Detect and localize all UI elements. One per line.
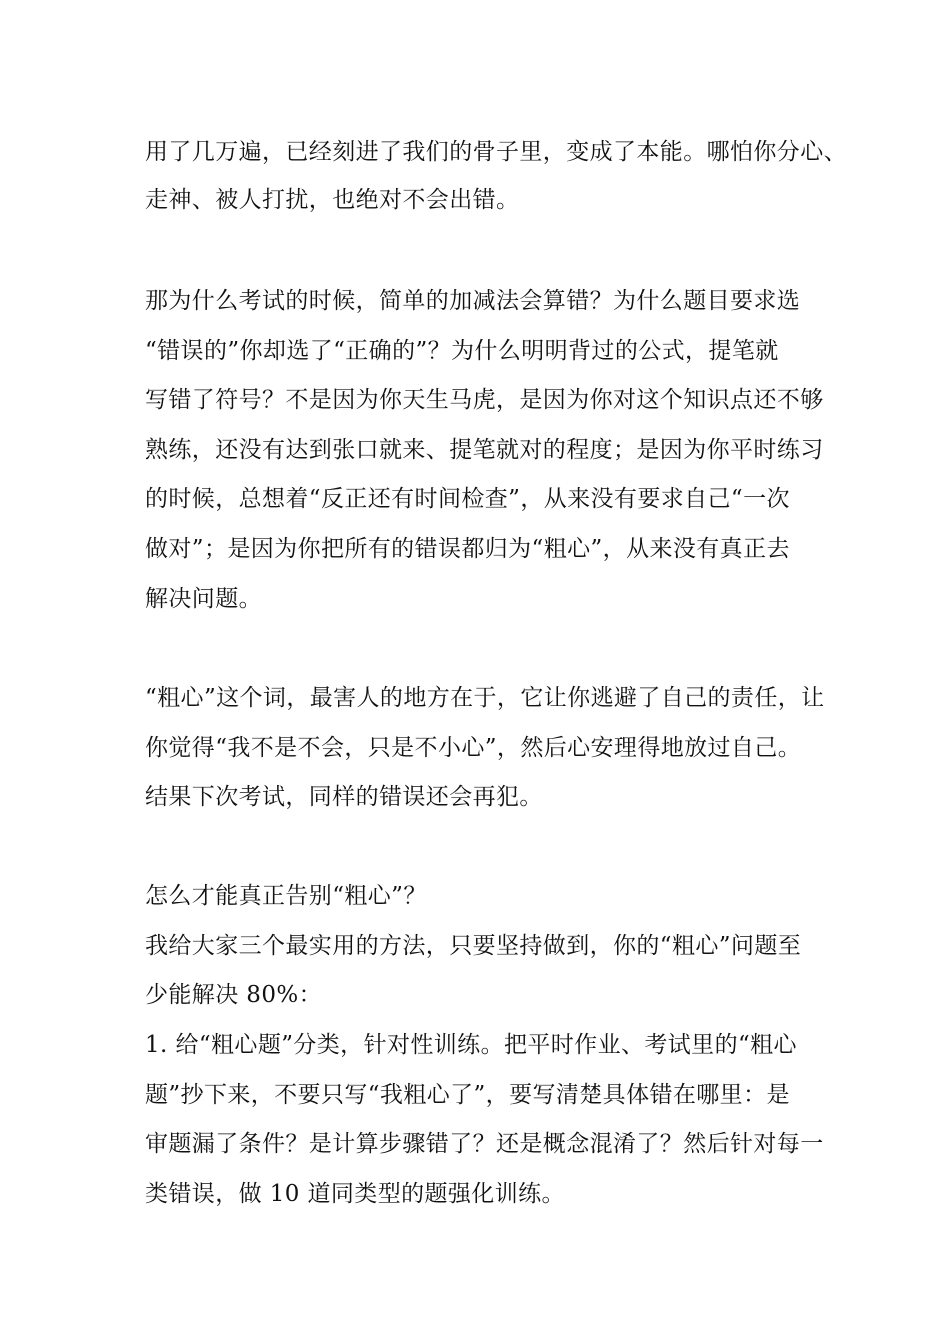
text-line: 怎么才能真正告别“粗心”？ bbox=[145, 883, 427, 909]
text-line: 结果下次考试，同样的错误还会再犯。 bbox=[145, 784, 543, 810]
text-line: 类错误，做 10 道同类型的题强化训练。 bbox=[145, 1181, 565, 1207]
text-line: 我给大家三个最实用的方法，只要坚持做到，你的“粗心”问题至 bbox=[145, 933, 802, 959]
text-line: 用了几万遍，已经刻进了我们的骨子里，变成了本能。哪怕你分心、 bbox=[145, 139, 847, 165]
text-line: 你觉得“我不是不会，只是不小心”，然后心安理得地放过自己。 bbox=[145, 735, 802, 761]
text-line: 的时候，总想着“反正还有时间检查”，从来没有要求自己“一次 bbox=[145, 486, 790, 512]
text-line: 解决问题。 bbox=[145, 586, 262, 612]
text-line: 走神、被人打扰，也绝对不会出错。 bbox=[145, 187, 520, 213]
text-line: 熟练，还没有达到张口就来、提笔就对的程度；是因为你平时练习 bbox=[145, 437, 824, 463]
text-line: 那为什么考试的时候，简单的加减法会算错？为什么题目要求选 bbox=[145, 288, 801, 314]
text-line: 少能解决 80%： bbox=[145, 982, 323, 1008]
text-line: 题”抄下来，不要只写“我粗心了”，要写清楚具体错在哪里：是 bbox=[145, 1082, 790, 1108]
text-line: 审题漏了条件？是计算步骤错了？还是概念混淆了？然后针对每一 bbox=[145, 1131, 824, 1157]
text-line: “错误的”你却选了“正确的”？为什么明明背过的公式，提笔就 bbox=[145, 338, 779, 364]
text-line: 写错了符号？不是因为你天生马虎，是因为你对这个知识点还不够 bbox=[145, 387, 824, 413]
text-line: 做对”；是因为你把所有的错误都归为“粗心”，从来没有真正去 bbox=[145, 536, 790, 562]
text-line: 1. 给“粗心题”分类，针对性训练。把平时作业、考试里的“粗心 bbox=[145, 1032, 797, 1058]
text-line: “粗心”这个词，最害人的地方在于，它让你逃避了自己的责任，让 bbox=[145, 685, 825, 711]
